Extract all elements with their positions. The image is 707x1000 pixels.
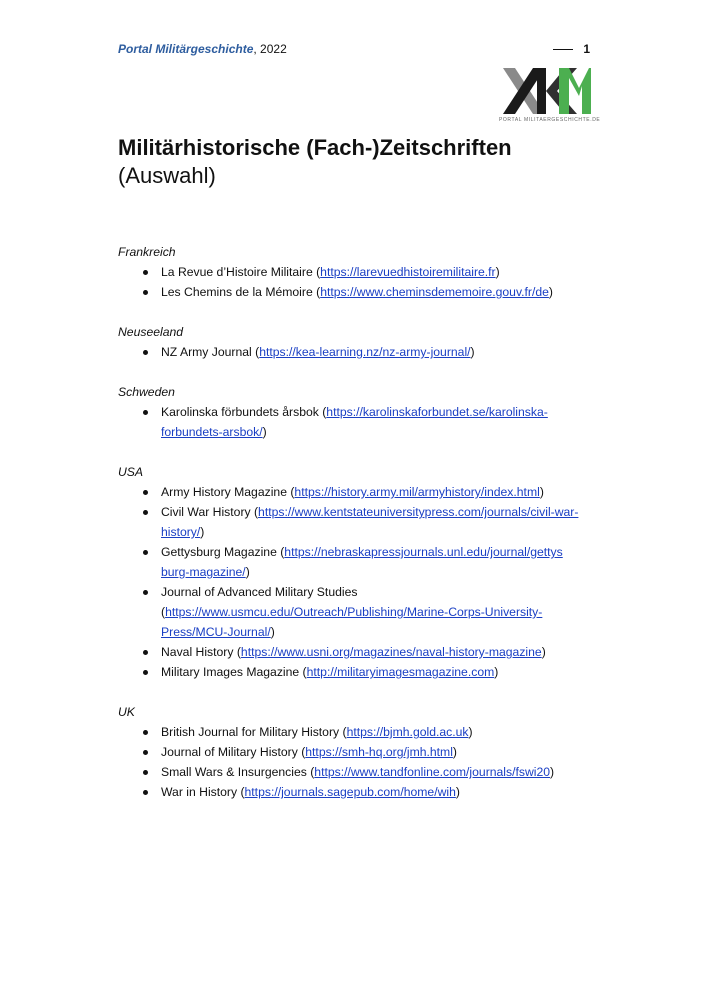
header-portal-name: Portal Militärgeschichte xyxy=(118,42,254,56)
list-item xyxy=(118,582,593,642)
header-rule xyxy=(553,49,573,50)
page-number: 1 xyxy=(583,42,590,56)
country-section xyxy=(118,242,593,302)
list-item xyxy=(118,662,593,682)
journal-name: Journal of Military History ( xyxy=(161,745,306,759)
journal-name: Gettysburg Magazine ( xyxy=(161,545,285,559)
closing-paren: ) xyxy=(270,625,275,639)
journal-name: British Journal for Military History ( xyxy=(161,725,347,739)
logo-caption: PORTAL MILITAERGESCHICHTE.DE xyxy=(499,117,601,123)
closing-paren: ) xyxy=(200,525,205,539)
journal-link[interactable]: https://www.usni.org/magazines/naval-history-magazine xyxy=(240,645,542,659)
journal-bullet-list xyxy=(118,402,593,442)
page-header xyxy=(118,42,590,60)
closing-paren: ) xyxy=(539,485,544,499)
closing-paren: ) xyxy=(494,665,499,679)
journal-name: Army History Magazine ( xyxy=(161,485,295,499)
journal-name: Les Chemins de la Mémoire ( xyxy=(161,285,321,299)
list-item xyxy=(118,722,593,742)
journal-name: Journal of Advanced Military Studies ( xyxy=(161,585,358,619)
list-item xyxy=(118,282,593,302)
closing-paren: ) xyxy=(541,645,546,659)
journal-list xyxy=(118,242,593,822)
title-line-1: Militärhistorische (Fach-)Zeitschriften xyxy=(118,135,512,160)
journal-link[interactable]: https://karolinskaforbundet.se/karolinska-forbundets-arsbok/ xyxy=(161,405,548,439)
journal-link[interactable]: https://www.usmcu.edu/Outreach/Publishing/Marine-Corps-University-Press/MCU-Journal/ xyxy=(161,605,543,639)
journal-link[interactable]: https://www.kentstateuniversitypress.com/journals/civil-war-history/ xyxy=(161,505,579,539)
list-item xyxy=(118,342,593,362)
journal-name: La Revue d’Histoire Militaire ( xyxy=(161,265,321,279)
journal-name: Military Images Magazine ( xyxy=(161,665,307,679)
xkm-logo-icon xyxy=(499,66,592,116)
closing-paren: ) xyxy=(452,745,457,759)
journal-link[interactable]: https://smh-hq.org/jmh.html xyxy=(305,745,453,759)
journal-name: Naval History ( xyxy=(161,645,241,659)
country-heading: UK xyxy=(118,705,135,719)
journal-name: Civil War History ( xyxy=(161,505,259,519)
journal-name: NZ Army Journal ( xyxy=(161,345,260,359)
closing-paren: ) xyxy=(262,425,267,439)
closing-paren: ) xyxy=(548,285,553,299)
journal-link[interactable]: http://militaryimagesmagazine.com xyxy=(306,665,495,679)
journal-link[interactable]: https://www.cheminsdememoire.gouv.fr/de xyxy=(320,285,549,299)
journal-bullet-list xyxy=(118,722,593,802)
country-heading: USA xyxy=(118,465,144,479)
journal-link[interactable]: https://bjmh.gold.ac.uk xyxy=(346,725,469,739)
list-item xyxy=(118,642,593,662)
list-item xyxy=(118,482,593,502)
country-section xyxy=(118,382,593,442)
journal-bullet-list xyxy=(118,482,593,682)
country-heading: Schweden xyxy=(118,385,175,399)
closing-paren: ) xyxy=(468,725,473,739)
country-heading: Frankreich xyxy=(118,245,176,259)
list-item xyxy=(118,262,593,282)
closing-paren: ) xyxy=(455,785,460,799)
document-title xyxy=(118,134,598,190)
journal-link[interactable]: https://journals.sagepub.com/home/wih xyxy=(244,785,456,799)
closing-paren: ) xyxy=(550,765,555,779)
journal-link[interactable]: https://larevuedhistoiremilitaire.fr xyxy=(320,265,496,279)
header-year: , 2022 xyxy=(253,42,287,56)
list-item xyxy=(118,402,593,442)
closing-paren: ) xyxy=(470,345,475,359)
country-section xyxy=(118,702,593,802)
title-line-2: (Auswahl) xyxy=(118,163,216,188)
list-item xyxy=(118,742,593,762)
journal-link[interactable]: https://kea-learning.nz/nz-army-journal/ xyxy=(259,345,471,359)
journal-bullet-list xyxy=(118,262,593,302)
closing-paren: ) xyxy=(245,565,250,579)
list-item xyxy=(118,782,593,802)
journal-name: Small Wars & Insurgencies ( xyxy=(161,765,315,779)
journal-name: War in History ( xyxy=(161,785,245,799)
country-section xyxy=(118,462,593,682)
journal-link[interactable]: https://www.tandfonline.com/journals/fswi20 xyxy=(314,765,551,779)
journal-link[interactable]: https://history.army.mil/armyhistory/index.html xyxy=(294,485,540,499)
list-item xyxy=(118,762,593,782)
country-section xyxy=(118,322,593,362)
list-item xyxy=(118,542,593,582)
journal-link[interactable]: https://nebraskapressjournals.unl.edu/journal/gettys burg-magazine/ xyxy=(161,545,563,579)
portal-logo xyxy=(499,66,601,124)
list-item xyxy=(118,502,593,542)
closing-paren: ) xyxy=(495,265,500,279)
journal-bullet-list xyxy=(118,342,593,362)
page-number-box xyxy=(553,42,590,56)
country-heading: Neuseeland xyxy=(118,325,184,339)
journal-name: Karolinska förbundets årsbok ( xyxy=(161,405,327,419)
